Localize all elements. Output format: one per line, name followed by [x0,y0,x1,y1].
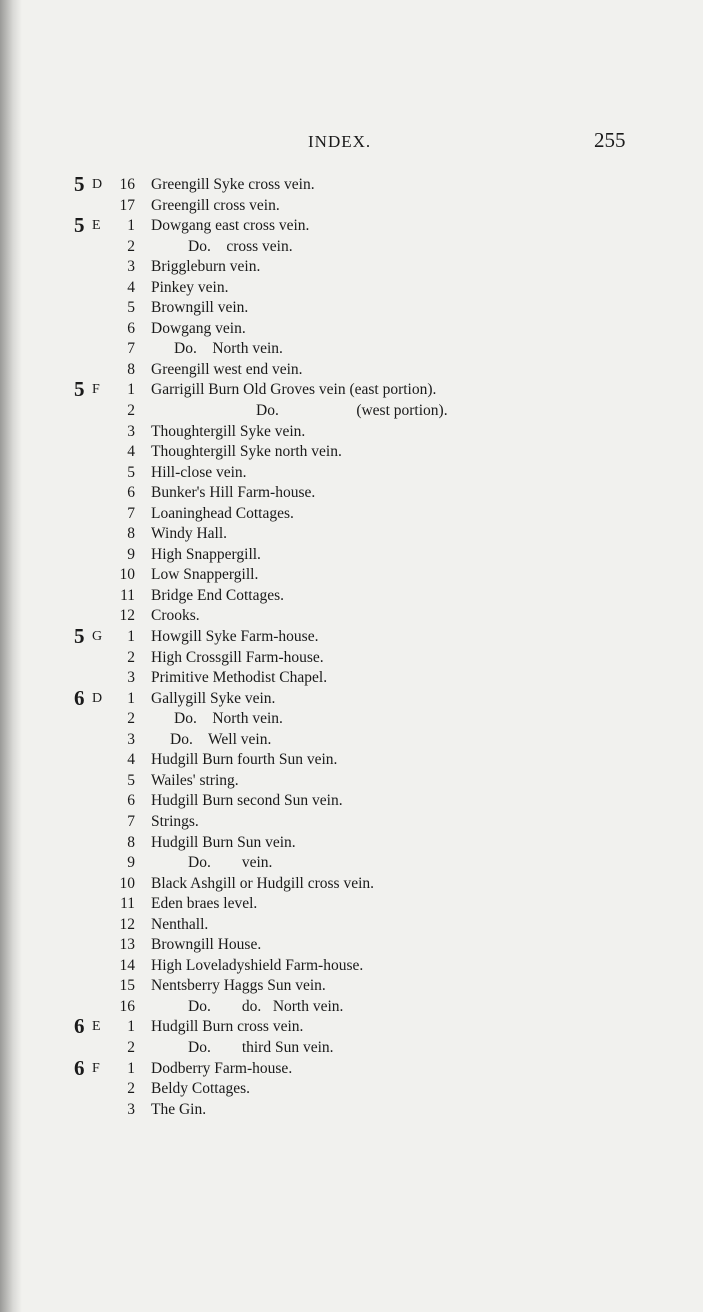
entry-number: 17 [119,196,135,214]
sheet-number: 5 [74,172,85,196]
entry-name: Nentsberry Haggs Sun vein. [151,977,326,995]
entry-name: Windy Hall. [151,525,228,543]
index-entry [0,833,703,854]
index-entry [0,1055,703,1080]
entry-number: 5 [127,463,135,481]
index-entry [0,524,703,545]
entry-number: 8 [127,525,135,543]
entry-name: Thoughtergill Syke vein. [151,422,306,440]
entry-number: 11 [120,895,135,913]
entry-name: Dodberry Farm-house. [151,1059,293,1077]
index-entry [0,709,703,730]
entry-number: 14 [119,956,135,974]
sheet-number: 5 [74,624,85,649]
section-letter: F [92,382,100,398]
index-entry [0,360,703,381]
index-entry [0,213,703,238]
entry-name: Do. cross vein. [188,237,293,255]
index-entry [0,894,703,915]
entry-name: Howgill Syke Farm-house. [151,628,319,646]
entry-name: Greengill cross vein. [151,196,280,214]
entry-number: 4 [127,278,135,296]
entry-name: Hill-close vein. [151,463,247,481]
index-entry [0,463,703,484]
entry-name: Dowgang vein. [151,319,246,337]
entry-number: 3 [127,422,135,440]
index-entry [0,504,703,525]
entry-name: Bridge End Cottages. [151,586,285,604]
entry-number: 6 [127,484,135,502]
entry-name: Low Snappergill. [151,566,259,584]
index-entry [0,1079,703,1100]
index-entry [0,377,703,402]
entry-name: High Loveladyshield Farm-house. [151,956,364,974]
section-letter: D [92,177,103,192]
entry-number: 13 [119,936,135,954]
entry-number: 4 [127,751,135,769]
page-number: 255 [594,128,626,152]
entry-number: 2 [127,1038,135,1056]
entry-name: Nenthall. [151,915,209,933]
entry-name: Gallygill Syke vein. [151,689,276,707]
index-entry [0,422,703,443]
entry-number: 8 [127,360,135,378]
entry-number: 5 [127,299,135,317]
section-letter: F [92,1060,100,1076]
entry-number: 3 [127,1100,135,1118]
entry-number: 2 [127,237,135,255]
entry-name: Briggleburn vein. [151,258,261,276]
entry-number: 7 [127,812,135,830]
index-entry [0,545,703,566]
index-entry [0,874,703,895]
sheet-number: 6 [74,1014,85,1039]
index-entry [0,298,703,319]
entry-name: High Crossgill Farm-house. [151,648,324,666]
entry-number: 4 [127,443,135,461]
entry-number: 16 [119,176,135,193]
entry-name: High Snappergill. [151,545,261,563]
index-entry [0,1100,703,1121]
section-letter: G [92,629,103,645]
entry-name: Greengill west end vein. [151,360,303,378]
index-entry [0,1038,703,1059]
section-letter: D [92,690,103,706]
index-entry [0,730,703,751]
entry-number: 3 [127,258,135,276]
entry-number: 12 [119,915,135,933]
index-entry [0,976,703,997]
index-entry [0,668,703,689]
index-entry [0,935,703,956]
entry-name: Dowgang east cross vein. [151,217,310,235]
entry-number: 16 [119,997,135,1015]
entry-name: Hudgill Burn Sun vein. [151,833,296,851]
page-header [0,128,703,158]
index-entry [0,606,703,627]
entry-number: 1 [127,381,135,399]
index-entry [0,750,703,771]
entry-name: Do. vein. [188,854,273,872]
index-entry [0,339,703,360]
index-entry [0,278,703,299]
sheet-number: 5 [74,377,85,402]
entry-number: 3 [127,730,135,748]
entry-name: Pinkey vein. [151,278,229,296]
entry-number: 1 [127,689,135,707]
entry-number: 2 [127,710,135,728]
entry-name: Strings. [151,812,199,830]
entry-number: 1 [127,217,135,235]
index-entry [0,997,703,1018]
entry-name: Do. (west portion). [256,402,448,420]
entry-number: 10 [119,874,135,892]
entry-number: 2 [127,1080,135,1098]
entry-name: Hudgill Burn cross vein. [151,1018,304,1036]
entry-name: Greengill Syke cross vein. [151,176,315,193]
entry-name: Crooks. [151,607,200,625]
entry-name: The Gin. [151,1100,207,1118]
entry-number: 2 [127,648,135,666]
index-entry [0,586,703,607]
index-entry [0,685,703,710]
index-entry [0,565,703,586]
entry-name: Primitive Methodist Chapel. [151,669,328,687]
index-entry [0,812,703,833]
entry-number: 12 [119,607,135,625]
entry-number: 10 [119,566,135,584]
page-title: INDEX. [308,132,372,151]
entry-name: Do. North vein. [174,340,283,358]
entry-number: 9 [127,545,135,563]
entry-number: 3 [127,669,135,687]
index-entry [0,442,703,463]
entry-number: 15 [119,977,135,995]
entry-number: 7 [127,340,135,358]
section-letter: E [92,218,101,234]
entry-number: 1 [127,1018,135,1036]
entry-number: 8 [127,833,135,851]
entry-number: 6 [127,792,135,810]
entry-number: 6 [127,319,135,337]
index-entry [0,401,703,422]
entry-name: Black Ashgill or Hudgill cross vein. [151,874,375,892]
sheet-number: 6 [74,685,85,710]
entry-name: Bunker's Hill Farm-house. [151,484,316,502]
index-entry [0,257,703,278]
index-entry [0,196,703,217]
entry-name: Wailes' string. [151,771,239,789]
entry-number: 2 [127,402,135,420]
index-entry [0,624,703,649]
index-entry [0,483,703,504]
index-entry [0,853,703,874]
entry-name: Do. third Sun vein. [188,1038,334,1056]
entry-name: Thoughtergill Syke north vein. [151,443,342,461]
index-entry [0,172,703,196]
entry-name: Do. do. North vein. [188,997,344,1015]
entry-number: 7 [127,504,135,522]
entry-name: Do. North vein. [174,710,283,728]
entry-name: Hudgill Burn fourth Sun vein. [151,751,338,769]
index-entry [0,648,703,669]
index-entry [0,915,703,936]
entry-number: 11 [120,586,135,604]
sheet-number: 6 [74,1055,85,1080]
index-entry [0,771,703,792]
index-list [0,172,703,1120]
index-entry [0,1014,703,1039]
entry-number: 1 [127,1059,135,1077]
index-entry [0,956,703,977]
entry-number: 5 [127,771,135,789]
index-entry [0,319,703,340]
entry-name: Browngill vein. [151,299,249,317]
entry-number: 1 [127,628,135,646]
sheet-number: 5 [74,213,85,238]
entry-name: Do. Well vein. [170,730,272,748]
entry-name: Hudgill Burn second Sun vein. [151,792,343,810]
entry-name: Beldy Cottages. [151,1080,251,1098]
entry-name: Browngill House. [151,936,262,954]
entry-name: Loaninghead Cottages. [151,504,294,522]
index-entry [0,237,703,258]
entry-name: Eden braes level. [151,895,258,913]
index-entry [0,791,703,812]
entry-number: 9 [127,854,135,872]
section-letter: E [92,1019,101,1035]
entry-name: Garrigill Burn Old Groves vein (east portion). [151,381,437,399]
